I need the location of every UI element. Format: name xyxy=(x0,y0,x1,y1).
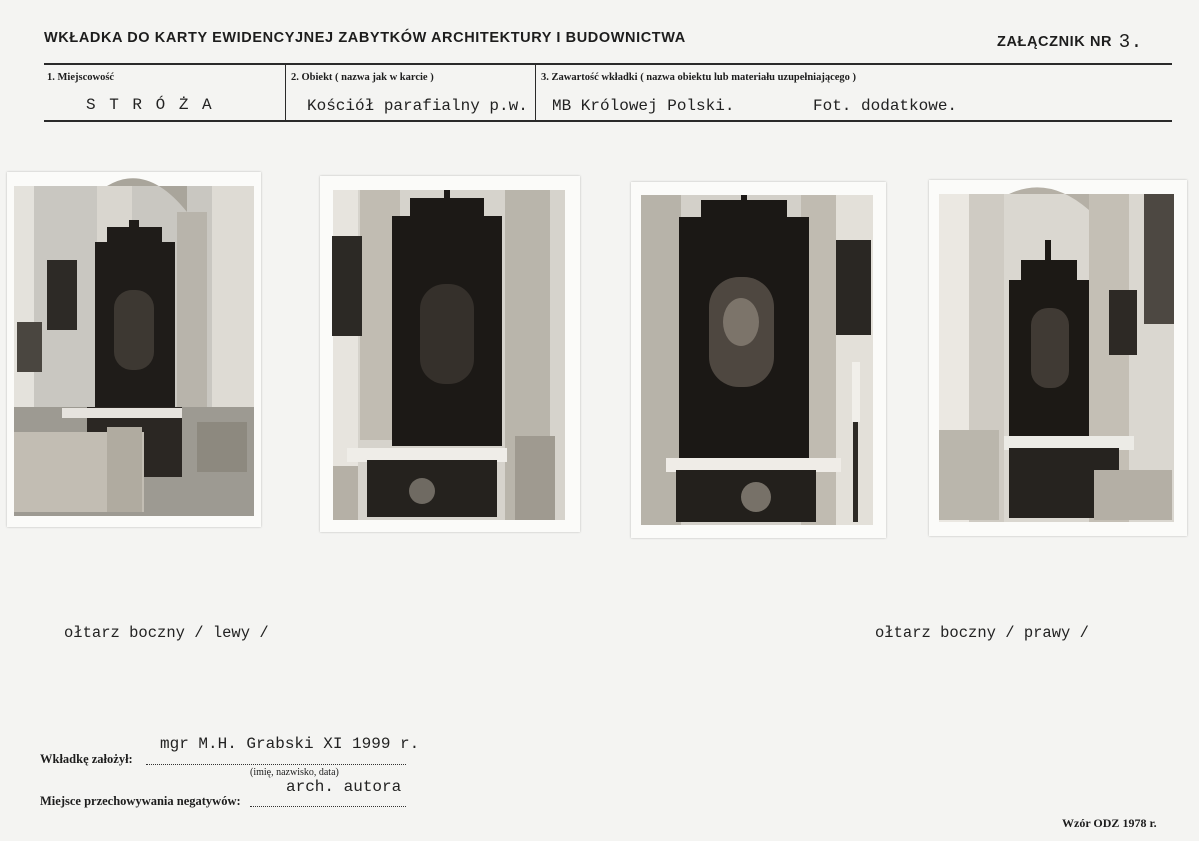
table-bottom-rule xyxy=(44,120,1172,122)
annex-number-value: 3. xyxy=(1118,31,1143,53)
object-label-text: 2. Obiekt xyxy=(291,72,333,83)
locality-value: S T R Ó Ż A xyxy=(86,96,214,114)
annex-number xyxy=(997,30,1143,52)
annex-label: ZAŁĄCZNIK NR xyxy=(997,34,1113,50)
author-value: mgr M.H. Grabski XI 1999 r. xyxy=(160,735,420,753)
photo-right-altar-wide xyxy=(929,180,1187,536)
content-value: MB Królowej Polski. xyxy=(552,97,735,115)
object-label xyxy=(291,72,434,83)
locality-label: 1. Miejscowość xyxy=(47,72,115,83)
document-title: WKŁADKA DO KARTY EWIDENCYJNEJ ZABYTKÓW ARCHITEKTURY I BUDOWNICTWA xyxy=(44,30,686,46)
object-value: Kościół parafialny p.w. xyxy=(307,97,528,115)
table-divider-1 xyxy=(285,64,286,121)
author-dotted-line xyxy=(146,764,406,765)
content-extra: Fot. dodatkowe. xyxy=(813,97,958,115)
content-label-note: ( nazwa obiektu lub materiału uzupełniającego ) xyxy=(640,72,857,83)
photo-left-altar-close xyxy=(320,176,580,532)
photo-right-altar-wide-image xyxy=(929,180,1187,536)
photo-right-altar-close-image xyxy=(631,182,886,538)
form-reference: Wzór ODZ 1978 r. xyxy=(1062,816,1157,830)
content-label-text: 3. Zawartość wkładki xyxy=(541,72,638,83)
storage-label: Miejsce przechowywania negatywów: xyxy=(40,794,241,808)
caption-left: ołtarz boczny / lewy / xyxy=(64,624,269,642)
photo-left-altar-wide-image xyxy=(7,172,261,527)
photo-right-altar-close xyxy=(631,182,886,538)
author-label: Wkładkę założył: xyxy=(40,752,133,766)
table-top-rule xyxy=(44,63,1172,65)
storage-dotted-line xyxy=(250,806,406,807)
content-label xyxy=(541,72,856,83)
caption-right: ołtarz boczny / prawy / xyxy=(875,624,1089,642)
table-divider-2 xyxy=(535,64,536,121)
storage-value: arch. autora xyxy=(286,778,402,796)
author-note: (imię, nazwisko, data) xyxy=(250,767,339,778)
photo-left-altar-close-image xyxy=(320,176,580,532)
object-label-note: ( nazwa jak w karcie ) xyxy=(335,72,434,83)
photo-left-altar-wide xyxy=(7,172,261,527)
